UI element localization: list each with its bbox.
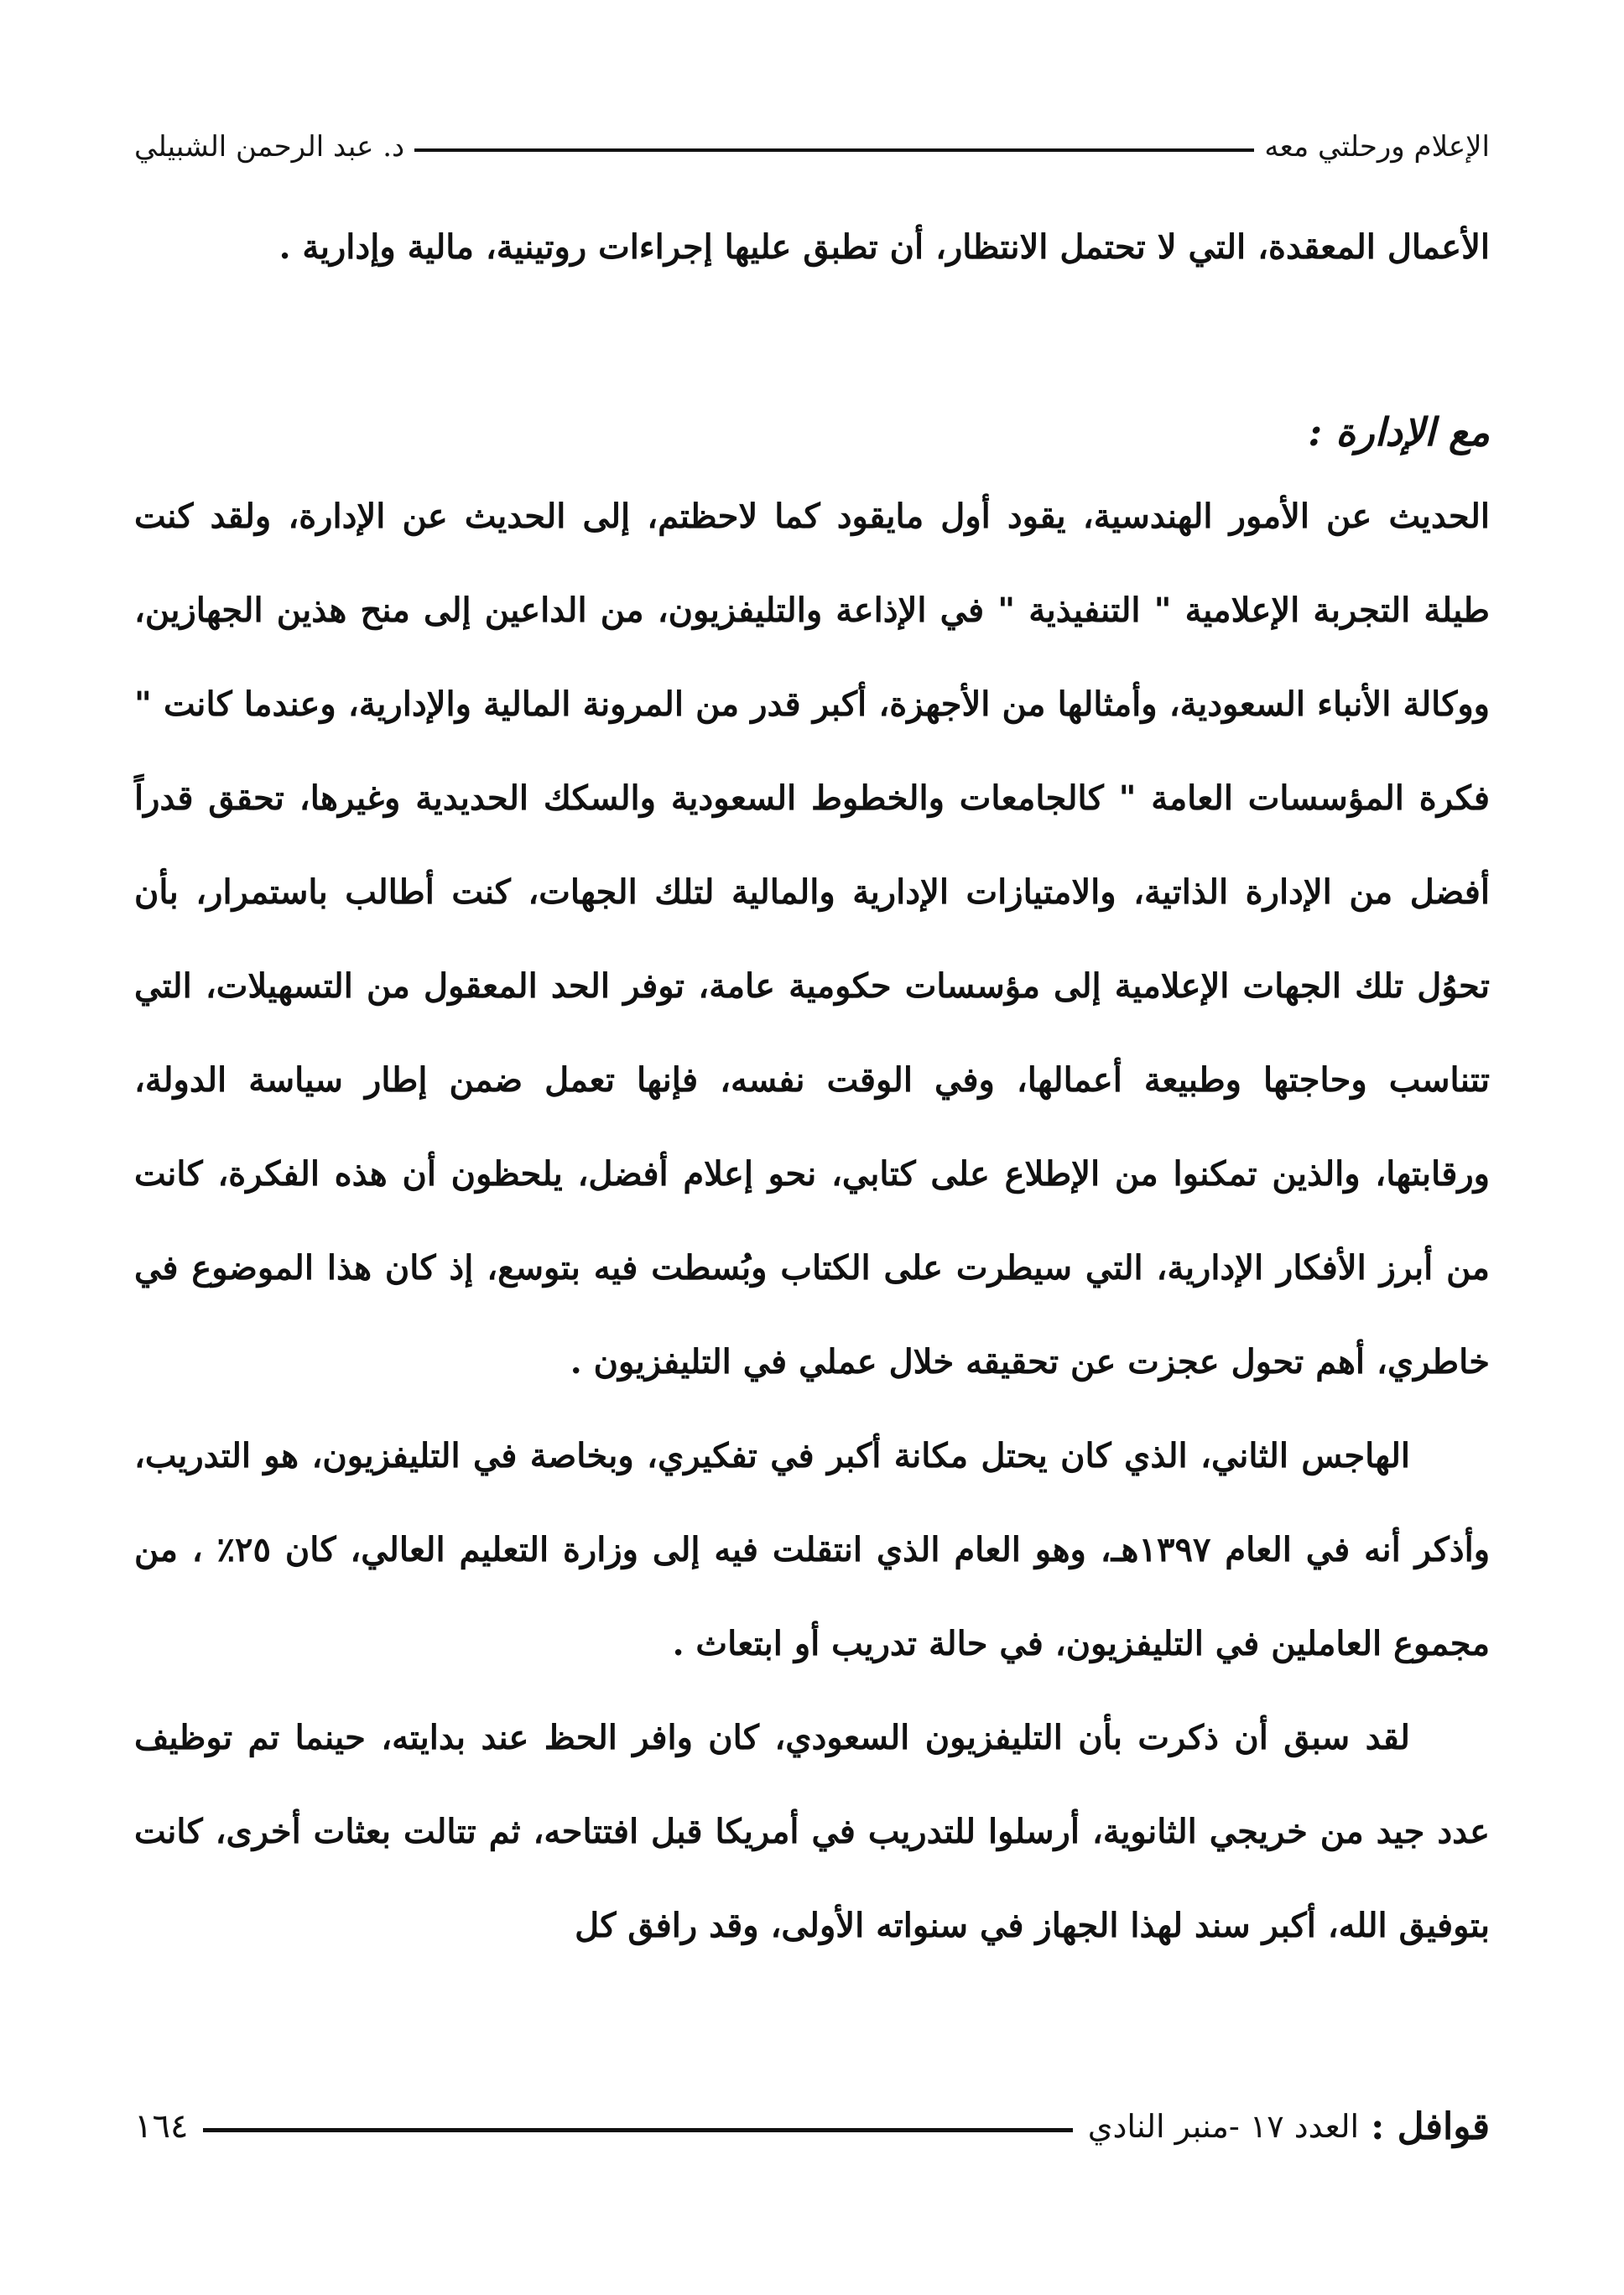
page-body	[134, 210, 1490, 1973]
paragraph-1: الحديث عن الأمور الهندسية، يقود أول مايقود كما لاحظتم، إلى الحديث عن الإدارة، ولقد كنت طيلة التجربة الإعلامية " التنفيذية " في الإذاعة والتليفزيون، من الداعين إلى منح هذين الجهازين، ووكالة الأنباء السعودية، وأمثالها من الأجهزة، أكبر قدر من المرونة المالية والإدارية، وعندما كانت " فكرة المؤسسات العامة " كالجامعات والخطوط السعودية والسكك الحديدية وغيرها، تحقق قدراً أفضل من الإدارة الذاتية، والامتيازات الإدارية والمالية لتلك الجهات، كنت أطالب باستمرار، بأن تحوُل تلك الجهات الإعلامية إلى مؤسسات حكومية عامة، توفر الحد المعقول من التسهيلات، التي تتناسب وحاجتها وطبيعة أعمالها، وفي الوقت نفسه، فإنها تعمل ضمن إطار سياسة الدولة، ورقابتها، والذين تمكنوا من الإطلاع على كتابي، نحو إعلام أفضل، يلحظون أن هذه الفكرة، كانت من أبرز الأفكار الإدارية، التي سيطرت على الكتاب وبُسطت فيه بتوسع، إذ كان هذا الموضوع في خاطري، أهم تحول عجزت عن تحقيقه خلال عملي في التليفزيون .	[134, 497, 1490, 1382]
book-title: الإعلام ورحلتي معه	[1264, 130, 1490, 164]
footer-rule	[203, 2128, 1072, 2132]
section-title: مع الإدارة :	[1308, 409, 1490, 455]
header-rule	[414, 148, 1254, 152]
paragraph-2: الهاجس الثاني، الذي كان يحتل مكانة أكبر في تفكيري، وبخاصة في التليفزيون، هو التدريب، وأذكر أنه في العام ١٣٩٧هـ، وهو العام الذي انتقلت فيه إلى وزارة التعليم العالي، كان ٢٥٪ ، من مجموع العاملين في التليفزيون، في حالة تدريب أو ابتعاث .	[134, 1436, 1491, 1663]
journal-name: قوافل :	[1371, 2105, 1490, 2148]
running-header	[134, 122, 1490, 172]
paragraph-3: لقد سبق أن ذكرت بأن التليفزيون السعودي، كان وافر الحظ عند بدايته، حينما تم توظيف عدد جيد من خريجي الثانوية، أرسلوا للتدريب في أمريكا قبل افتتاحه، ثم تتالت بعثات أخرى، كانت بتوفيق الله، أكبر سند لهذا الجهاز في سنواته الأولى، وقد رافق كل	[134, 1718, 1490, 1945]
page-footer	[134, 2097, 1490, 2156]
intro-line: الأعمال المعقدة، التي لا تحتمل الانتظار، أن تطبق عليها إجراءات روتينية، مالية وإدارية .	[278, 227, 1490, 267]
author-name: د. عبد الرحمن الشبيلي	[134, 130, 405, 164]
issue-label: العدد ١٧ -منبر النادي	[1087, 2108, 1360, 2145]
page-number: ١٦٤	[134, 2107, 189, 2146]
